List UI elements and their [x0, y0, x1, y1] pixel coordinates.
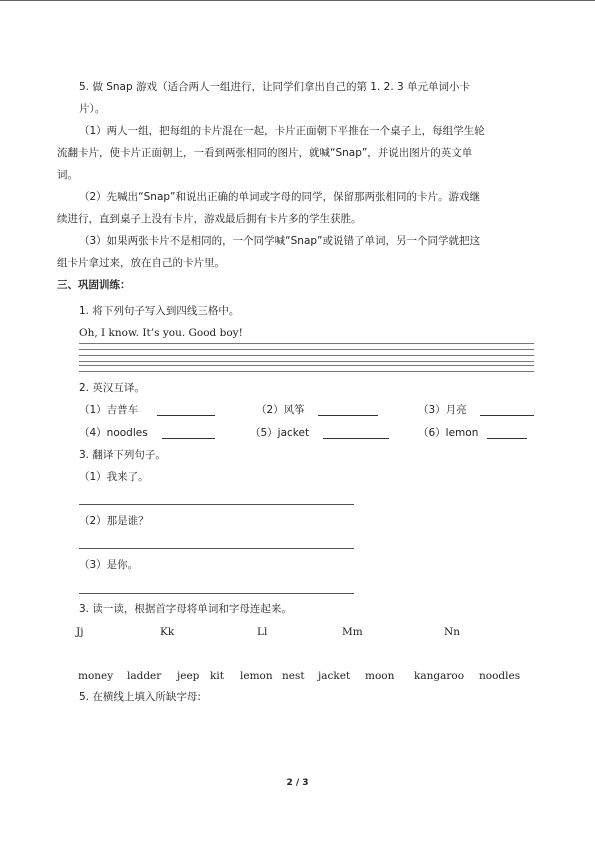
q2-item-label: （6）lemon — [418, 427, 479, 439]
answer-blank[interactable] — [323, 428, 389, 439]
answer-blank[interactable] — [487, 428, 527, 439]
answer-line[interactable] — [79, 548, 354, 549]
word-money: money — [78, 670, 114, 682]
q3a-item: （1）我来了。 — [79, 471, 149, 483]
word-lemon: lemon — [240, 670, 273, 682]
q2-item — [79, 404, 138, 417]
word-jacket: jacket — [318, 670, 351, 682]
word-nest: nest — [282, 670, 305, 682]
page-number: 2 / 3 — [286, 778, 309, 788]
letter-mm: Mm — [342, 626, 363, 638]
q3a-item: （2）那是谁？ — [79, 515, 149, 527]
q2-item — [256, 404, 305, 417]
letter-ll: Ll — [257, 626, 268, 638]
letter-kk: Kk — [160, 626, 175, 638]
answer-blank[interactable] — [480, 405, 534, 416]
q2-item-label: （3）月亮 — [418, 404, 467, 416]
word-moon: moon — [365, 670, 395, 682]
q1-sentence: Oh, I know. It’s you. Good boy! — [79, 327, 243, 339]
letter-nn: Nn — [444, 626, 460, 638]
snap-p1-line-2: 流翻卡片，使卡片正面朝上，一看到两张相同的图片，就喊“Snap”，并说出图片的英文单 — [57, 147, 473, 159]
four-line-grid-line-2 — [79, 349, 534, 350]
four-line-grid-line-6 — [79, 371, 534, 372]
snap-line-2: 片）。 — [79, 103, 106, 115]
snap-p3-line-2: 组卡片拿过来，放在自己的卡片里。 — [57, 257, 225, 269]
word-noodles: noodles — [479, 670, 521, 682]
snap-p3-line-1: （3）如果两张卡片不是相同的，一个同学喊“Snap”或说错了单词，另一个同学就把这 — [79, 235, 480, 247]
q2-item — [418, 404, 467, 417]
letter-jj: Jj — [76, 626, 84, 638]
word-jeep: jeep — [177, 670, 200, 682]
q2-item — [418, 427, 478, 440]
q3a-instruction: 3. 翻译下列句子。 — [79, 449, 166, 461]
q2-item-label: （2）风筝 — [256, 404, 305, 416]
q2-item-label: （4）noodles — [79, 427, 148, 439]
q2-item — [250, 427, 309, 440]
answer-line[interactable] — [79, 504, 354, 505]
section-title: 三、巩固训练： — [57, 279, 131, 291]
snap-p1-line-1: （1）两人一组，把每组的卡片混在一起，卡片正面朝下平推在一个桌子上，每组学生轮 — [79, 125, 485, 137]
four-line-grid-line-5 — [79, 365, 534, 366]
q1-instruction: 1. 将下列句子写入到四线三格中。 — [79, 305, 240, 317]
answer-line[interactable] — [79, 593, 354, 594]
four-line-grid-line-3 — [79, 355, 534, 356]
answer-blank[interactable] — [162, 428, 215, 439]
q3a-item: （3）是你。 — [79, 559, 139, 571]
q5-instruction: 5. 在横线上填入所缺字母: — [79, 691, 201, 703]
snap-p2-line-2: 续进行，直到桌子上没有卡片，游戏最后拥有卡片多的学生获胜。 — [57, 213, 362, 225]
q3b-instruction: 3. 读一读，根据首字母将单词和字母连起来。 — [79, 603, 292, 615]
q2-instruction: 2. 英汉互译。 — [79, 382, 145, 394]
page-top-border — [0, 0, 595, 1]
snap-p1-line-3: 词。 — [57, 169, 78, 181]
q2-item-label: （1）吉普车 — [79, 404, 139, 416]
snap-line-1: 5. 做 Snap 游戏（适合两人一组进行，让同学们拿出自己的第 1. 2. 3 单元单词小卡 — [79, 81, 471, 93]
q2-item — [79, 427, 148, 440]
word-kit: kit — [210, 670, 224, 682]
four-line-grid-line-4 — [79, 361, 534, 362]
word-ladder: ladder — [127, 670, 162, 682]
q2-item-label: （5）jacket — [250, 427, 310, 439]
answer-blank[interactable] — [318, 405, 378, 416]
snap-p2-line-1: （2）先喊出“Snap”和说出正确的单词或字母的同学，保留那两张相同的卡片。游戏继 — [79, 191, 480, 203]
answer-blank[interactable] — [157, 405, 215, 416]
four-line-grid-line-1 — [79, 343, 534, 344]
word-kangaroo: kangaroo — [414, 670, 465, 682]
